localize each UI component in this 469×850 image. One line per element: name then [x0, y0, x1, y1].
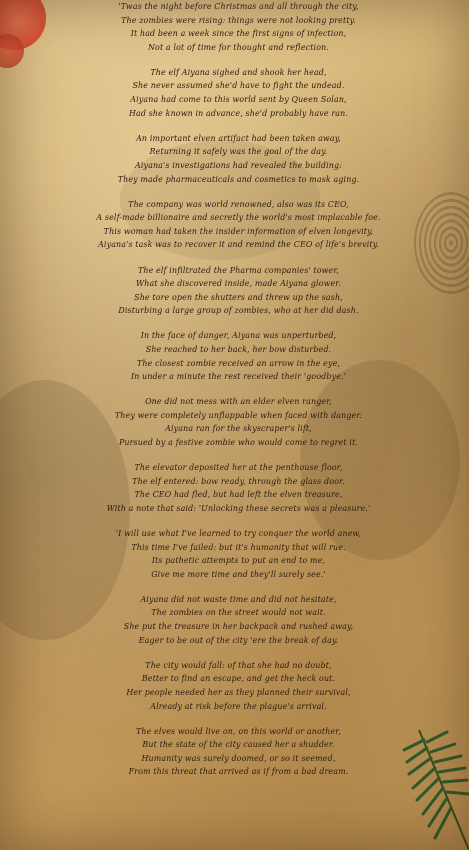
poem-line: This time I've failed: but it's humanity that will rue. [131, 542, 346, 552]
poem-line: The elevator deposited her at the penthouse floor, [134, 463, 343, 473]
poem-line: What she discovered inside, made Aiyana glower. [135, 279, 342, 289]
poem-line: 'I will use what I've learned to try conquer the world anew, [115, 529, 362, 538]
poem-stanza [12, 593, 465, 647]
poem-line: Disturbing a large group of zombies, who at her did dash. [118, 306, 359, 316]
poem-line: The elves would live on, on this world or another, [135, 726, 342, 736]
poem-line: She reached to her back, her bow disturbed. [145, 344, 332, 354]
poem-line: This woman had taken the insider information of elven longevity, [103, 226, 374, 236]
poem-line: The zombies on the street would not wait. [151, 608, 326, 618]
poem-line: Eager to be out of the city 'ere the break of day. [138, 635, 339, 645]
poem-text [12, 0, 465, 791]
poem-line: They were completely unflappable when faced with danger. [114, 410, 363, 420]
poem-stanza [12, 329, 465, 383]
poem-line: A self-made billionaire and secretly the world's most implacable foe. [96, 213, 381, 223]
poem-line: It had been a week since the first signs of infection, [130, 29, 347, 39]
poem-line: She put the treasure in her backpack and rushed away, [123, 622, 354, 632]
poem-line: The zombies were rising: things were not looking pretty. [121, 15, 356, 25]
poem-line: Had she known in advance, she'd probably have ran. [128, 108, 349, 118]
poem-stanza [12, 395, 465, 449]
poem-line: The CEO had fled, but had left the elven treasure, [134, 490, 343, 500]
poem-line: Her people needed her as they planned their survival, [126, 687, 351, 697]
poem-line: Give me more time and they'll surely see.' [151, 569, 326, 579]
poem-line: The elf Aiyana sighed and shook her head, [150, 67, 327, 77]
poem-line: The elf infiltrated the Pharma companies' tower, [137, 265, 340, 275]
poem-stanza [12, 659, 465, 713]
poem-stanza [12, 461, 465, 515]
poem-line: Humanity was surely doomed, or so it seemed, [141, 753, 336, 763]
poem-line: From this threat that arrived as if from a bad dream. [128, 767, 349, 777]
poem-line: Aiyana's investigations had revealed the building: [134, 160, 343, 170]
poem-line: One did not mess with an elder elven ranger, [145, 397, 332, 407]
poem-line: In the face of danger, Aiyana was unperturbed, [140, 331, 337, 341]
poem-line: The city would fall: of that she had no doubt, [145, 660, 332, 670]
poem-stanza [12, 198, 465, 252]
poem-line: With a note that said: 'Unlocking these secrets was a pleasure.' [106, 503, 371, 513]
poem-line: Aiyana's task was to recover it and remind the CEO of life's brevity. [98, 240, 379, 250]
poem-line: Better to find an escape, and get the heck out. [141, 674, 336, 684]
poem-stanza [12, 725, 465, 779]
poem-line: Its pathetic attempts to put an end to me, [151, 556, 326, 566]
poem-line: She never assumed she'd have to fight the undead. [132, 81, 345, 91]
poem-line: Aiyana did not waste time and did not hesitate, [140, 594, 337, 604]
poem-line: Not a lot of time for thought and reflection. [148, 42, 329, 52]
poem-line: Aiyana had come to this world sent by Queen Solan, [130, 95, 347, 105]
poem-stanza [12, 0, 465, 54]
poem-line: Aiyana ran for the skyscraper's lift, [165, 424, 312, 434]
poem-stanza [12, 132, 465, 186]
poem-line: The elf entered: bow ready, through the glass door. [132, 476, 345, 486]
poem-line: They made pharmaceuticals and cosmetics to mask aging. [117, 174, 360, 184]
poem-stanza [12, 264, 465, 318]
poem-line: But the state of the city caused her a shudder. [142, 740, 335, 750]
poem-line: In under a minute the rest received their 'goodbye.' [130, 372, 347, 382]
poem-line: The closest zombie received an arrow in the eye, [136, 358, 341, 368]
poem-stanza [12, 66, 465, 120]
poem-line: 'Twas the night before Christmas and all through the city, [118, 2, 359, 11]
poem-stanza [12, 527, 465, 581]
poem-line: Pursued by a festive zombie who would come to regret it. [118, 438, 359, 448]
poem-line: The company was world renowned, also was its CEO, [128, 199, 349, 209]
poem-line: An important elven artifact had been taken away, [136, 133, 341, 143]
poem-line: Returning it safely was the goal of the day. [149, 147, 328, 157]
poem-line: Already at risk before the plague's arrival. [150, 701, 327, 711]
poem-line: She tore open the shutters and threw up the sash, [134, 292, 343, 302]
